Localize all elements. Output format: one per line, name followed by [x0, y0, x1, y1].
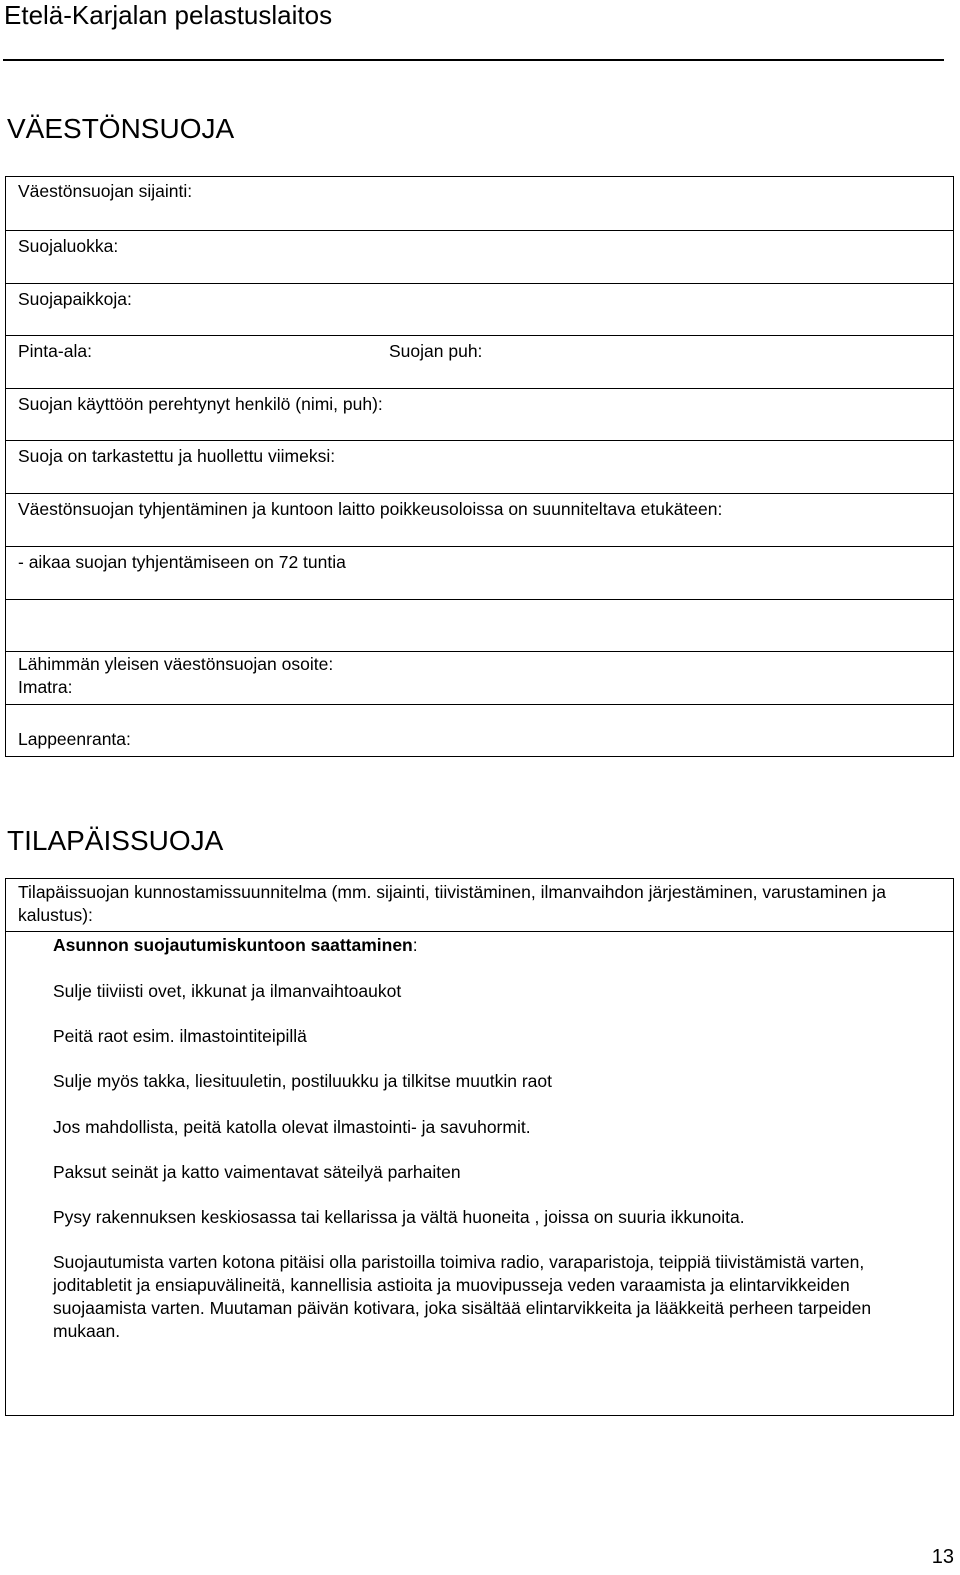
shelter-inspected-label: Suoja on tarkastettu ja huollettu viimeksi:: [18, 446, 336, 466]
shelter-heading: VÄESTÖNSUOJA: [7, 113, 235, 144]
list-item: Peitä raot esim. ilmastointiteipillä: [53, 1026, 307, 1046]
list-item: Sulje myös takka, liesituuletin, postiluukku ja tilkitse muutkin raot: [53, 1071, 552, 1091]
shelter-places-label: Suojapaikkoja:: [18, 289, 132, 309]
shelter-nearest-row: [6, 651, 953, 705]
shelter-form-table: [5, 176, 954, 757]
header-divider: [3, 59, 944, 61]
shelter-operator-label: Suojan käyttöön perehtynyt henkilö (nimi, puh):: [18, 394, 383, 414]
list-item: Sulje tiiviisti ovet, ikkunat ja ilmanvaihtoaukot: [53, 981, 402, 1001]
page-number: 13: [931, 1546, 954, 1568]
shelter-area-phone-row: [6, 335, 953, 389]
preparedness-paragraph: Suojautumista varten kotona pitäisi olla paristoilla toimiva radio, varaparistoja, teippiä tiivistämistä varten, joditabletit ja ensiapuvälineitä, kannellisia astioita ja muovipusseja veden varaamista ja elintarvikkeiden suojaamista varten. Muutaman päivän kotivara, joka sisältää elintarvikkeita ja lääkkeitä perheen tarpeiden mukaan.: [53, 1252, 872, 1341]
shelter-class-label: Suojaluokka:: [18, 236, 119, 256]
shelter-time-row: [6, 546, 953, 600]
shelter-lappeenranta-row: [6, 704, 953, 759]
list-item: Jos mahdollista, peitä katolla olevat ilmastointi- ja savuhormit.: [53, 1117, 531, 1137]
shelter-phone-label: Suojan puh:: [389, 341, 483, 361]
shelter-nearest-label: Lähimmän yleisen väestönsuojan osoite:: [18, 654, 334, 674]
shelter-time-label: - aikaa suojan tyhjentämiseen on 72 tuntia: [18, 552, 346, 572]
shelter-emptying-label: Väestönsuojan tyhjentäminen ja kuntoon laitto poikkeusoloissa on suunniteltava etukäteen:: [18, 499, 723, 519]
list-item: Pysy rakennuksen keskiosassa tai kellarissa ja vältä huoneita , joissa on suuria ikkunoita.: [53, 1207, 745, 1227]
shelter-operator-row: [6, 388, 953, 441]
list-item: Paksut seinät ja katto vaimentavat säteilyä parhaiten: [53, 1162, 461, 1182]
document-header-title: Etelä-Karjalan pelastuslaitos: [4, 0, 333, 30]
shelter-location-row: [6, 177, 953, 230]
shelter-inspected-row: [6, 440, 953, 494]
shelter-emptying-row: [6, 493, 953, 547]
shelter-location-label: Väestönsuojan sijainti:: [18, 181, 193, 201]
shelter-lappeenranta-label: Lappeenranta:: [18, 729, 131, 749]
temporary-subheading-text: Asunnon suojautumiskuntoon saattaminen: [53, 935, 413, 955]
temporary-plan-label: Tilapäissuojan kunnostamissuunnitelma (mm. sijainti, tiivistäminen, ilmanvaihdon järjestäminen, varustaminen ja kalustus):: [18, 882, 886, 925]
temporary-shelter-box: [5, 878, 954, 1416]
temporary-subheading: [53, 934, 418, 957]
shelter-empty-row: [6, 599, 953, 652]
temporary-shelter-heading: TILAPÄISSUOJA: [7, 825, 224, 856]
temporary-box-divider: [6, 931, 953, 932]
shelter-class-row: [6, 230, 953, 284]
shelter-imatra-label: Imatra:: [18, 677, 73, 697]
temporary-subheading-colon: :: [412, 935, 418, 955]
shelter-area-label: Pinta-ala:: [18, 341, 92, 361]
shelter-places-row: [6, 283, 953, 336]
